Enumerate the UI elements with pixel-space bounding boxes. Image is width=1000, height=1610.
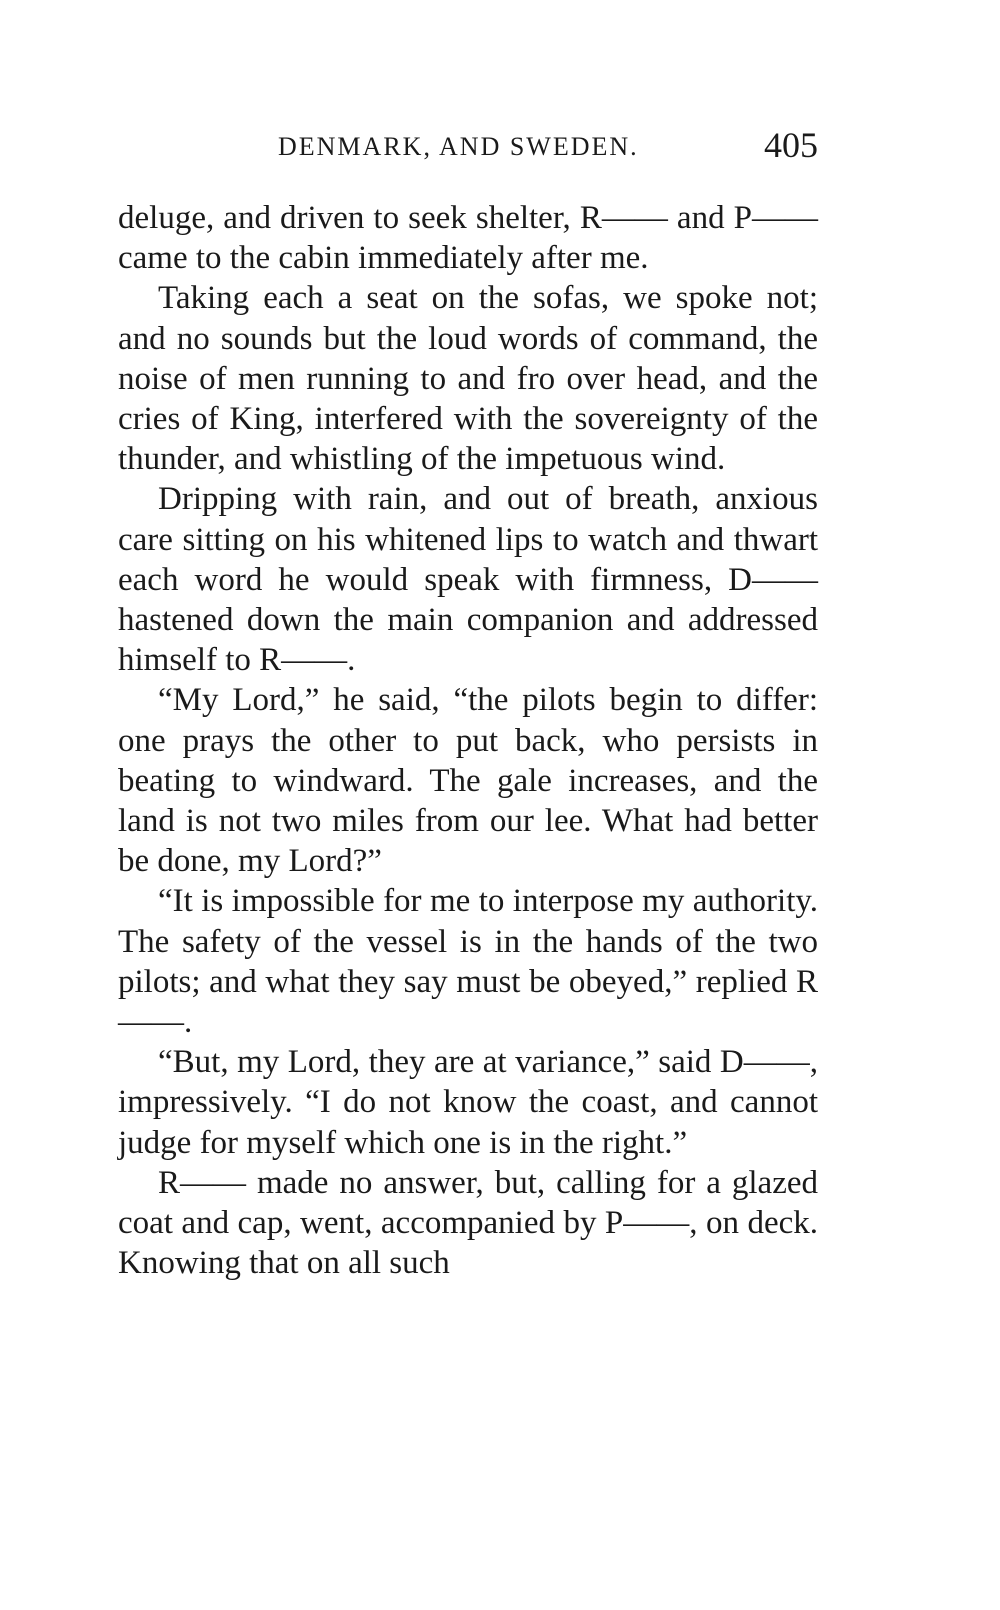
paragraph: Taking each a seat on the sofas, we spoke not; and no sounds but the loud words of command, the noise of men running to and fro over head, and the cries of King, interfered with the sovereignty of the thunder, and whistling of the impetuous wind.: [118, 280, 818, 478]
body-text: [118, 198, 818, 1283]
page-number: 405: [764, 125, 818, 165]
paragraph: “But, my Lord, they are at variance,” said D——, impressively. “I do not know the coast, and cannot judge for myself which one is in the right.”: [118, 1044, 818, 1161]
paragraph: R—— made no answer, but, calling for a glazed coat and cap, went, accompanied by P——, on deck. Knowing that on all such: [118, 1164, 818, 1282]
paragraph-continuation: deluge, and driven to seek shelter, R—— and P—— came to the cabin immediately after me.: [118, 200, 818, 277]
running-title: DENMARK, AND SWEDEN.: [278, 132, 639, 161]
paragraph: “My Lord,” he said, “the pilots begin to differ: one prays the other to put back, who persists in beating to windward. The gale increases, and the land is not two miles from our lee. What had better be done, my Lord?”: [118, 682, 818, 880]
paragraph: “It is impossible for me to interpose my authority. The safety of the vessel is in the hands of the two pilots; and what they say must be obeyed,” replied R——.: [118, 883, 818, 1041]
running-head: [118, 124, 818, 174]
paragraph: Dripping with rain, and out of breath, anxious care sitting on his whitened lips to watch and thwart each word he would speak with firmness, D—— hastened down the main companion and addressed himself to R——.: [118, 481, 818, 679]
